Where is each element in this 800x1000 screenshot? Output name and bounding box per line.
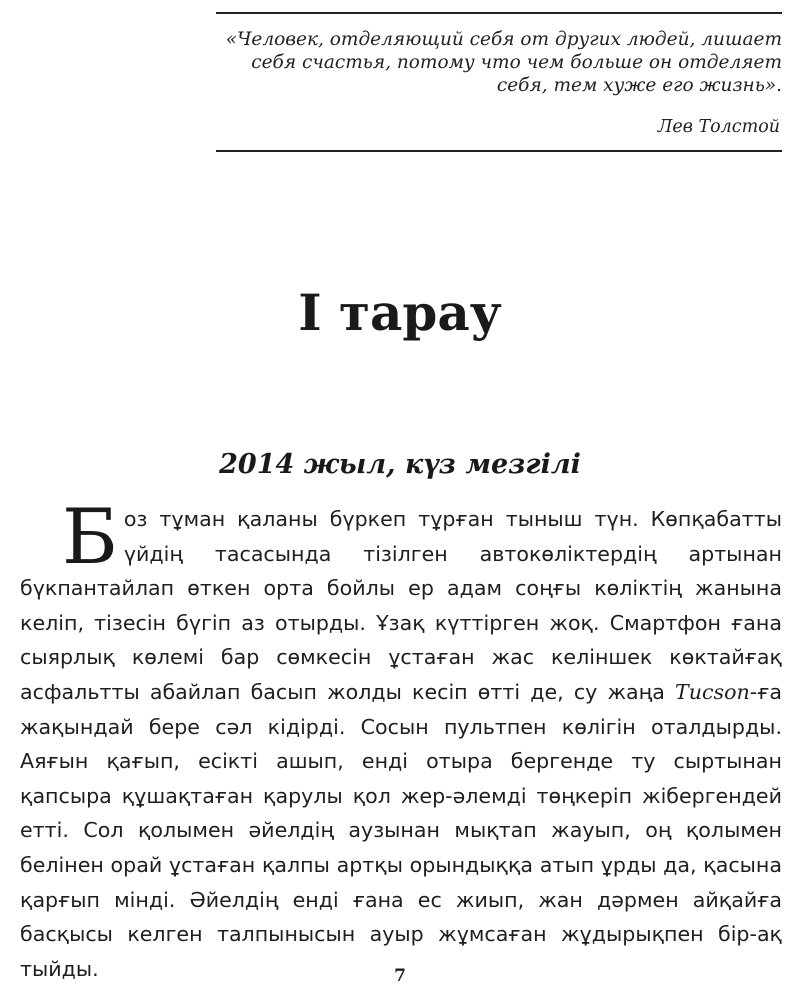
body-paragraph: [20, 492, 782, 986]
section-title: 2014 жыл, күз мезгілі: [219, 449, 581, 480]
epigraph-block: [216, 12, 782, 152]
epigraph-quote: «Человек, отделяющий себя от других людей, лишает себя счастья, потому что чем больше он отделяет себя, тем хуже его жизнь».: [225, 29, 782, 96]
drop-cap: Б: [62, 492, 118, 581]
body-text-part1: оз тұман қаланы бүркеп тұрған тыныш түн. Көпқабатты үйдің тасасында тізілген автокөліктердің артынан бүкпантайлап өткен орта бойлы ер адам соңғы көліктің жанына келіп, тізесін бүгіп аз отырды. Ұзақ күттірген жоқ. Смартфон ғана сыярлық көлемі бар сөмкесін ұстаған жас келіншек көктайғақ асфальтты абайлап басып жолды кесіп өтті де, су жаңа: [20, 507, 782, 704]
chapter-title: I тарау: [298, 283, 502, 342]
page-number: 7: [394, 966, 406, 986]
epigraph-author: Лев Толстой: [657, 117, 780, 137]
body-text-part2: -ға жақындай бере сәл кідірді. Сосын пультпен көлігін оталдырды. Аяғын қағып, есікті ашып, енді отыра бергенде ту сыртынан қапсыра құшақтаған қарулы қол жер-әлемді төңкеріп жібергендей етті. Сол қолымен әйелдің аузынан мықтап жауып, оң қолымен белінен орай ұстаған қалпы артқы орындыққа атып ұрды да, қасына қарғып мінді. Әйелдің енді ғана ес жиып, жан дәрмен айқайға басқысы келген талпынысын ауыр жұмсаған жұдырықпен бір-ақ тыйды.: [20, 679, 782, 981]
car-name: Tucson: [675, 679, 750, 704]
